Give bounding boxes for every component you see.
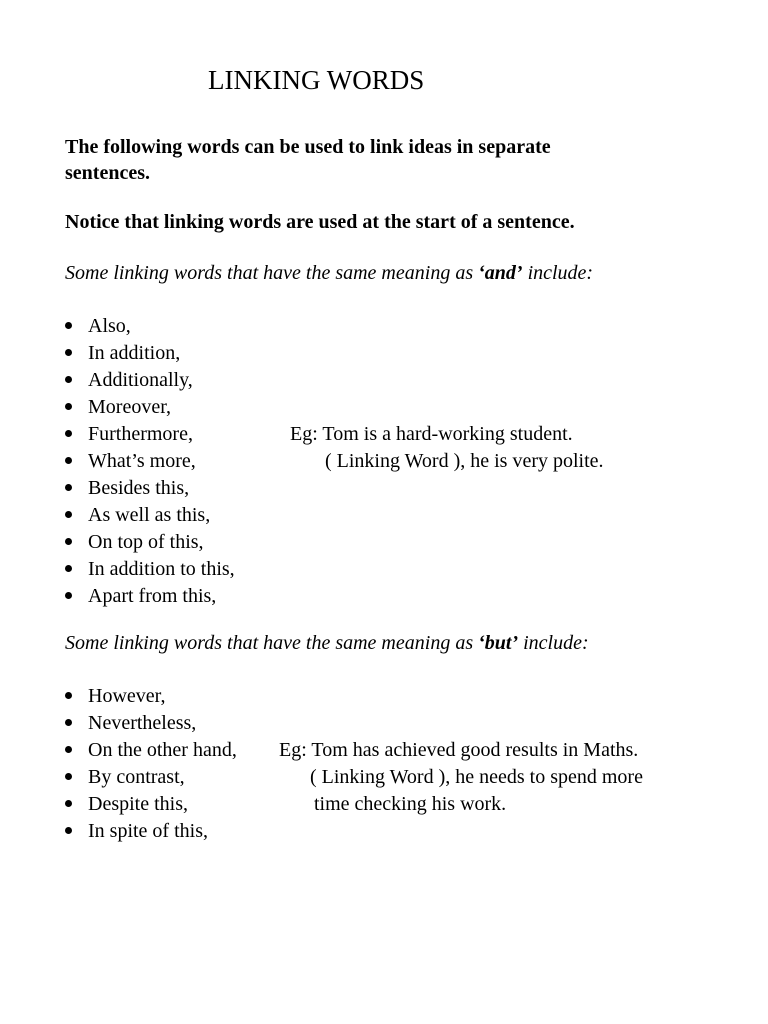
and-lead-after: include: xyxy=(522,262,594,284)
list-item: On the other hand, xyxy=(88,739,237,761)
bullet-icon xyxy=(65,322,72,329)
intro-line-2: sentences. xyxy=(65,162,150,184)
bullet-icon xyxy=(65,511,72,518)
bullet-icon xyxy=(65,376,72,383)
and-section-lead xyxy=(65,261,593,285)
list-item: Besides this, xyxy=(88,477,190,499)
list-item: As well as this, xyxy=(88,504,211,526)
bullet-icon xyxy=(65,719,72,726)
list-item: Nevertheless, xyxy=(88,712,197,734)
list-item: In spite of this, xyxy=(88,820,208,842)
list-item: Despite this, xyxy=(88,793,188,815)
and-lead-before: Some linking words that have the same meaning as xyxy=(65,262,479,284)
bullet-icon xyxy=(65,692,72,699)
but-example-line-1: Eg: Tom has achieved good results in Maths. xyxy=(279,739,639,761)
bullet-icon xyxy=(65,403,72,410)
but-example-line-2: ( Linking Word ), he needs to spend more xyxy=(310,766,643,788)
page-title: LINKING WORDS xyxy=(208,65,425,95)
bullet-icon xyxy=(65,484,72,491)
intro-line-1: The following words can be used to link ideas in separate xyxy=(65,136,551,158)
list-item: Also, xyxy=(88,315,131,337)
list-item: Furthermore, xyxy=(88,423,193,445)
list-item: In addition to this, xyxy=(88,558,235,580)
and-example-line-1: Eg: Tom is a hard-working student. xyxy=(290,423,573,445)
bullet-icon xyxy=(65,349,72,356)
but-lead-before: Some linking words that have the same meaning as xyxy=(65,632,479,654)
and-keyword: ‘and’ xyxy=(478,262,523,284)
list-item: However, xyxy=(88,685,166,707)
bullet-icon xyxy=(65,800,72,807)
list-item: Apart from this, xyxy=(88,585,217,607)
bullet-icon xyxy=(65,538,72,545)
but-lead-after: include: xyxy=(518,632,589,654)
list-item: In addition, xyxy=(88,342,181,364)
bullet-icon xyxy=(65,746,72,753)
bullet-icon xyxy=(65,457,72,464)
and-example-line-2: ( Linking Word ), he is very polite. xyxy=(325,450,604,472)
notice-text: Notice that linking words are used at the start of a sentence. xyxy=(65,211,575,233)
but-section-lead xyxy=(65,631,589,655)
list-item: On top of this, xyxy=(88,531,204,553)
list-item: Additionally, xyxy=(88,369,193,391)
list-item: What’s more, xyxy=(88,450,196,472)
bullet-icon xyxy=(65,565,72,572)
bullet-icon xyxy=(65,430,72,437)
list-item: Moreover, xyxy=(88,396,172,418)
bullet-icon xyxy=(65,773,72,780)
but-keyword: ‘but’ xyxy=(478,632,519,654)
but-example-line-3: time checking his work. xyxy=(314,793,507,815)
bullet-icon xyxy=(65,827,72,834)
bullet-icon xyxy=(65,592,72,599)
list-item: By contrast, xyxy=(88,766,185,788)
